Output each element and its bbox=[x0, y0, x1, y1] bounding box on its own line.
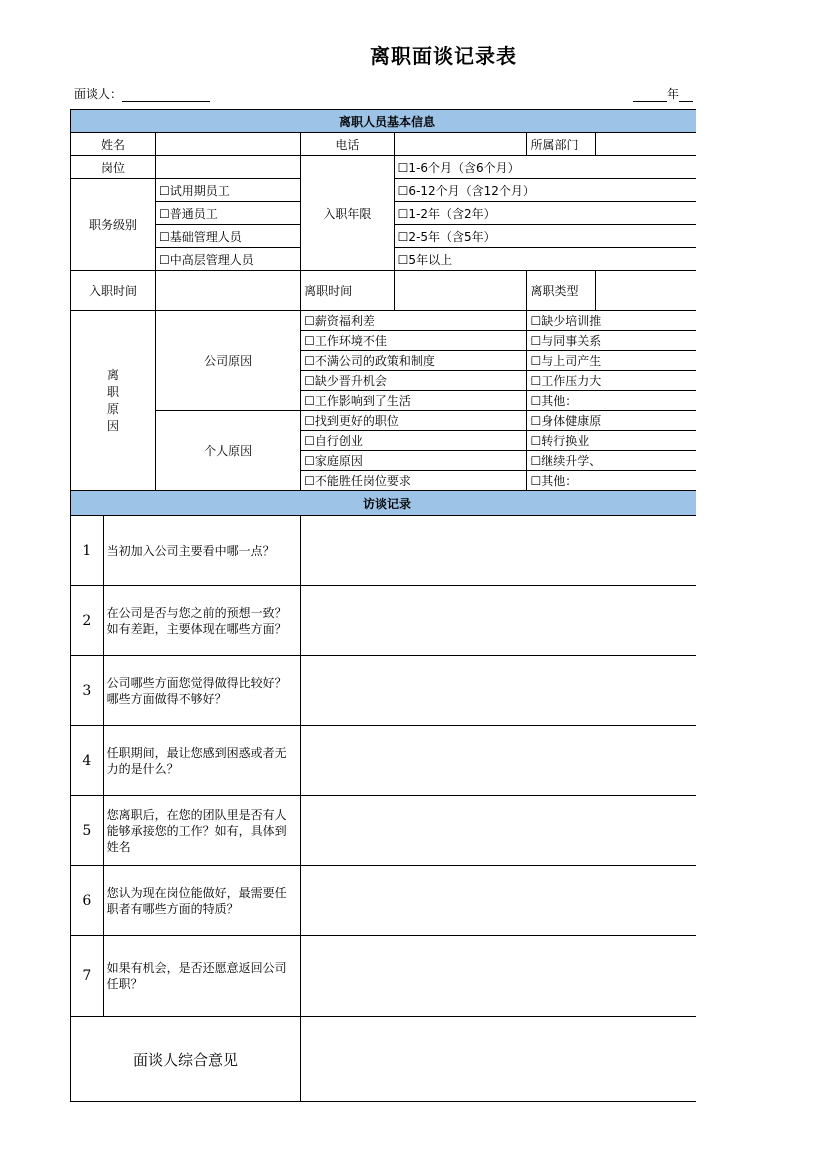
answer-cell[interactable] bbox=[301, 586, 696, 656]
question-row bbox=[71, 656, 697, 726]
question-row bbox=[71, 586, 697, 656]
question-row bbox=[71, 866, 697, 936]
reason-row bbox=[71, 311, 697, 331]
reasons-label bbox=[71, 311, 156, 491]
answer-cell[interactable] bbox=[301, 726, 696, 796]
interviewer-line bbox=[74, 85, 210, 102]
dept-value[interactable] bbox=[595, 133, 696, 156]
level-option[interactable]: ☐普通员工 bbox=[156, 202, 301, 225]
personal-reason-option-right[interactable]: ☐其他： bbox=[527, 471, 696, 491]
basic-info-header-row bbox=[71, 110, 697, 133]
level-option[interactable]: ☐试用期员工 bbox=[156, 179, 301, 202]
interviewer-label: 面谈人： bbox=[74, 87, 123, 101]
name-label: 姓名 bbox=[71, 133, 156, 156]
opinion-row bbox=[71, 1017, 697, 1102]
question-number: 7 bbox=[71, 936, 104, 1017]
opinion-value[interactable] bbox=[301, 1017, 696, 1102]
question-text: 当初加入公司主要看中哪一点？ bbox=[103, 516, 300, 586]
question-text: 如果有机会，是否还愿意返回公司任职？ bbox=[103, 936, 300, 1017]
company-reason-option[interactable]: ☐工作环境不佳 bbox=[301, 331, 527, 351]
opinion-label: 面谈人综合意见 bbox=[71, 1017, 301, 1102]
question-number: 1 bbox=[71, 516, 104, 586]
form-table-wrapper bbox=[70, 109, 696, 1104]
company-reason-option-right[interactable]: ☐与同事关系 bbox=[527, 331, 696, 351]
dates-row bbox=[71, 271, 697, 311]
year-label: 年 bbox=[667, 87, 680, 101]
date-line bbox=[633, 85, 693, 102]
personal-reason-option[interactable]: ☐不能胜任岗位要求 bbox=[301, 471, 527, 491]
leave-date-value[interactable] bbox=[394, 271, 527, 311]
phone-value[interactable] bbox=[394, 133, 527, 156]
hire-date-value[interactable] bbox=[156, 271, 301, 311]
company-reason-option[interactable]: ☐薪资福利差 bbox=[301, 311, 527, 331]
personal-reason-option-right[interactable]: ☐身体健康原 bbox=[527, 411, 696, 431]
interview-header-row bbox=[71, 491, 697, 516]
question-row bbox=[71, 516, 697, 586]
tenure-label: 入职年限 bbox=[301, 156, 395, 271]
month-blank[interactable] bbox=[679, 89, 693, 102]
question-text: 公司哪些方面您觉得做得比较好？哪些方面做得不够好？ bbox=[103, 656, 300, 726]
company-reason-option[interactable]: ☐工作影响到了生活 bbox=[301, 391, 527, 411]
question-number: 5 bbox=[71, 796, 104, 866]
leave-type-value[interactable] bbox=[595, 271, 696, 311]
question-row bbox=[71, 936, 697, 1017]
personal-reasons-label: 个人原因 bbox=[156, 411, 301, 491]
question-row bbox=[71, 796, 697, 866]
question-text: 在公司是否与您之前的预想一致？如有差距，主要体现在哪些方面？ bbox=[103, 586, 300, 656]
dept-label: 所属部门 bbox=[527, 133, 595, 156]
year-blank[interactable] bbox=[633, 89, 667, 102]
name-value[interactable] bbox=[156, 133, 301, 156]
question-number: 2 bbox=[71, 586, 104, 656]
company-reason-option[interactable]: ☐不满公司的政策和制度 bbox=[301, 351, 527, 371]
question-number: 6 bbox=[71, 866, 104, 936]
reason-row bbox=[71, 411, 697, 431]
tenure-option[interactable]: ☐2-5年（含5年） bbox=[394, 225, 696, 248]
personal-reason-option-right[interactable]: ☐转行换业 bbox=[527, 431, 696, 451]
answer-cell[interactable] bbox=[301, 656, 696, 726]
company-reason-option-right[interactable]: ☐与上司产生 bbox=[527, 351, 696, 371]
question-text: 任职期间，最让您感到困惑或者无力的是什么？ bbox=[103, 726, 300, 796]
name-row bbox=[71, 133, 697, 156]
form-table bbox=[70, 109, 696, 1102]
interviewer-blank[interactable] bbox=[122, 89, 210, 102]
level-option[interactable]: ☐基础管理人员 bbox=[156, 225, 301, 248]
answer-cell[interactable] bbox=[301, 936, 696, 1017]
company-reason-option-right[interactable]: ☐工作压力大 bbox=[527, 371, 696, 391]
company-reason-option[interactable]: ☐缺少晋升机会 bbox=[301, 371, 527, 391]
position-row bbox=[71, 156, 697, 179]
company-reason-option-right[interactable]: ☐其他： bbox=[527, 391, 696, 411]
level-label: 职务级别 bbox=[71, 179, 156, 271]
interview-section-header: 访谈记录 bbox=[71, 491, 697, 516]
phone-label: 电话 bbox=[301, 133, 395, 156]
question-number: 4 bbox=[71, 726, 104, 796]
answer-cell[interactable] bbox=[301, 866, 696, 936]
position-value[interactable] bbox=[156, 156, 301, 179]
personal-reason-option[interactable]: ☐找到更好的职位 bbox=[301, 411, 527, 431]
company-reasons-label: 公司原因 bbox=[156, 311, 301, 411]
personal-reason-option[interactable]: ☐自行创业 bbox=[301, 431, 527, 451]
position-label: 岗位 bbox=[71, 156, 156, 179]
personal-reason-option-right[interactable]: ☐继续升学、 bbox=[527, 451, 696, 471]
tenure-option[interactable]: ☐1-6个月（含6个月） bbox=[394, 156, 696, 179]
answer-cell[interactable] bbox=[301, 516, 696, 586]
hire-date-label: 入职时间 bbox=[71, 271, 156, 311]
tenure-option[interactable]: ☐6-12个月（含12个月） bbox=[394, 179, 696, 202]
company-reason-option-right[interactable]: ☐缺少培训推 bbox=[527, 311, 696, 331]
answer-cell[interactable] bbox=[301, 796, 696, 866]
question-text: 您离职后，在您的团队里是否有人能够承接您的工作？如有，具体到姓名 bbox=[103, 796, 300, 866]
leave-date-label: 离职时间 bbox=[301, 271, 395, 311]
reasons-label-text: 离 职 原 因 bbox=[107, 367, 120, 433]
tenure-option[interactable]: ☐1-2年（含2年） bbox=[394, 202, 696, 225]
page-title: 离职面谈记录表 bbox=[370, 44, 517, 68]
question-row bbox=[71, 726, 697, 796]
tenure-option[interactable]: ☐5年以上 bbox=[394, 248, 696, 271]
leave-type-label: 离职类型 bbox=[527, 271, 595, 311]
personal-reason-option[interactable]: ☐家庭原因 bbox=[301, 451, 527, 471]
basic-info-section-header: 离职人员基本信息 bbox=[71, 110, 697, 133]
question-text: 您认为现在岗位能做好，最需要任职者有哪些方面的特质？ bbox=[103, 866, 300, 936]
level-option[interactable]: ☐中高层管理人员 bbox=[156, 248, 301, 271]
question-number: 3 bbox=[71, 656, 104, 726]
